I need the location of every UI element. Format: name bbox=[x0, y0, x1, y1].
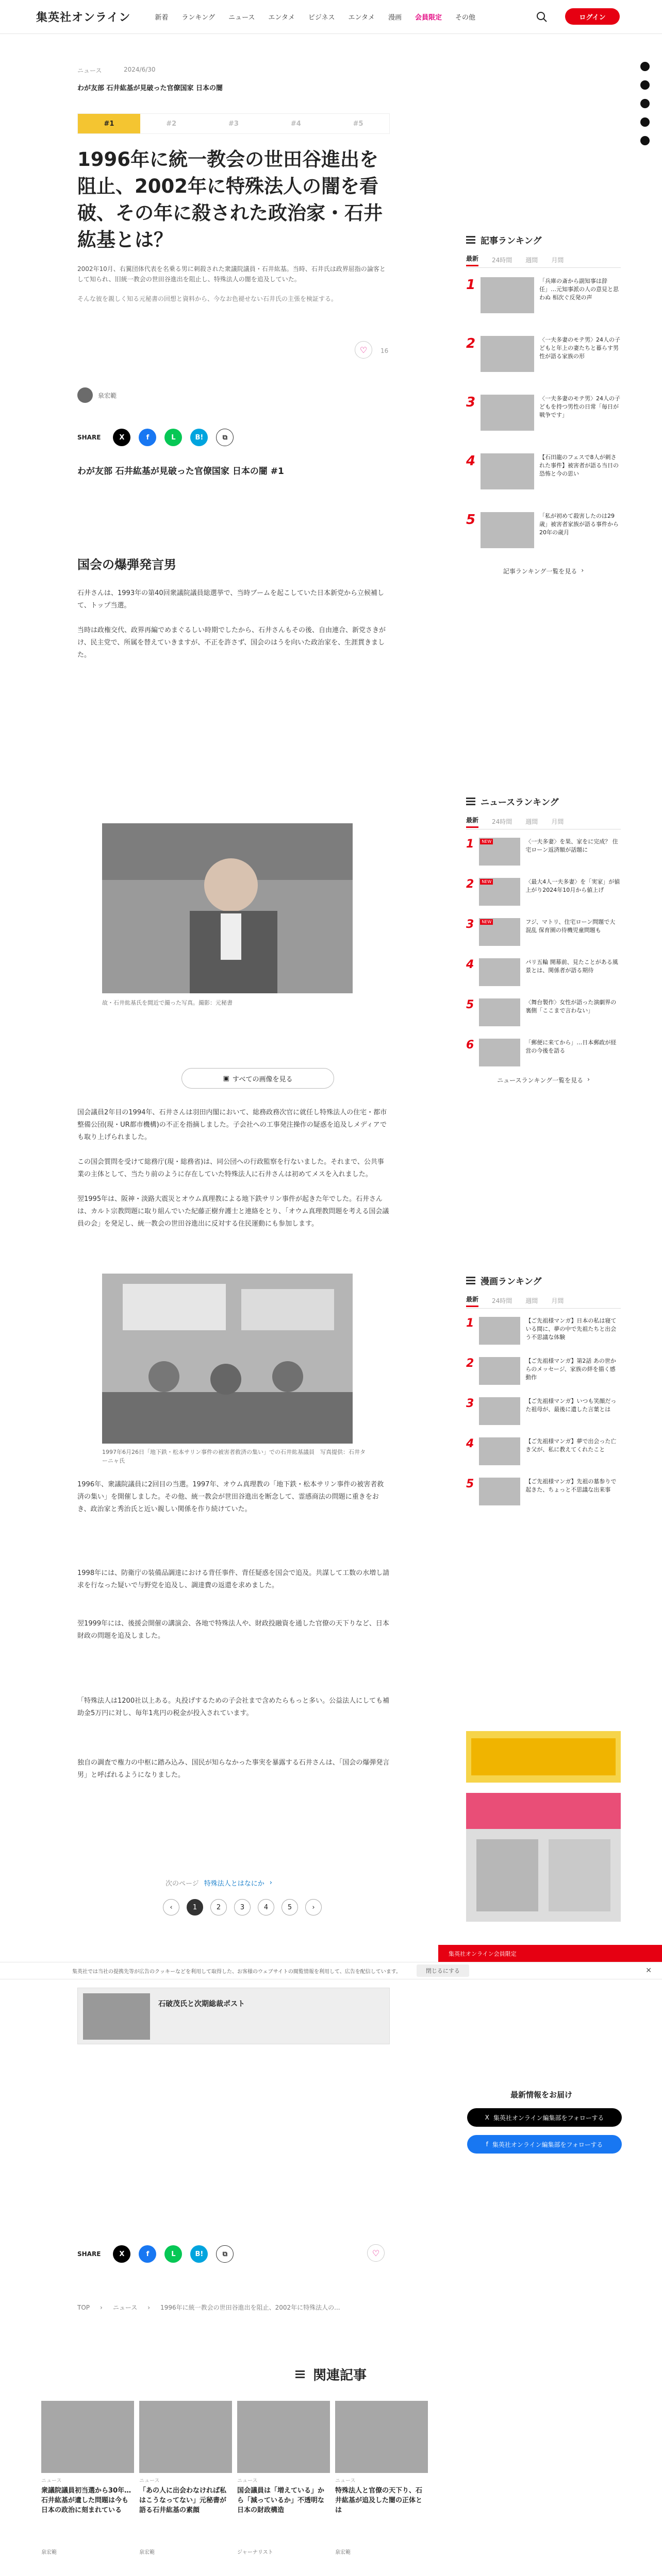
page-tabs bbox=[77, 113, 390, 134]
nav-item[interactable]: 漫画 bbox=[388, 14, 402, 22]
news-title: 「郵便に来てから」…日本郵政が経営の今後を語る bbox=[525, 1039, 617, 1054]
chevron-right-icon: › bbox=[581, 567, 584, 574]
rank-number: 6 bbox=[466, 1039, 474, 1052]
page-tab[interactable]: #2 bbox=[166, 120, 177, 128]
ranking-title: 「私が初めて殺害したのは29歳」被害者家族が語る事件から20年の歳月 bbox=[539, 513, 619, 536]
related-article[interactable] bbox=[237, 2401, 330, 2555]
breadcrumb-item[interactable]: ニュース bbox=[112, 2304, 138, 2311]
share-bar-bottom bbox=[77, 2245, 234, 2263]
share-label: SHARE bbox=[77, 434, 101, 441]
hatena-share-button[interactable]: B! bbox=[190, 2245, 208, 2263]
nav-item[interactable]: その他 bbox=[455, 14, 475, 22]
manga-item[interactable] bbox=[466, 1397, 621, 1429]
chevron-right-icon: › bbox=[269, 1879, 272, 1887]
line-share-icon[interactable] bbox=[640, 99, 650, 108]
ranking-tab[interactable]: 週間 bbox=[525, 1297, 538, 1304]
page-number[interactable]: 2 bbox=[210, 1899, 227, 1916]
nav-item[interactable]: エンタメ bbox=[348, 14, 375, 22]
ranking-title: 〈一夫多妻のモテ男〉24人の子どもと年上の妻たちと暮らす男性が語る家族の形 bbox=[539, 336, 620, 360]
article-lead: 2002年10月、右翼団体代表を名乗る男に刺殺された衆議院議員・石井紘基。当時、石井氏は政界屈指の論客として知られ、旧統一教会の世田谷進出を阻止し、特殊法人の闇を追及していた。 bbox=[77, 265, 386, 283]
ranking-more-label: 記事ランキング一覧を見る bbox=[503, 568, 577, 575]
news-tabs bbox=[466, 814, 621, 829]
news-thumbnail bbox=[479, 878, 520, 906]
facebook-icon: f bbox=[486, 2141, 488, 2148]
like-button-bottom[interactable]: ♡ bbox=[367, 2244, 385, 2262]
news-item[interactable] bbox=[466, 878, 621, 910]
news-heading bbox=[466, 793, 621, 809]
paragraph: この国会質問を受けて総務庁(現・総務省)は、同公団への行政監察を行ないました。それまで、公共事業の主体として、当たり前のように存在していた特殊法人に石井さんは初めてメスを入れました。 bbox=[77, 1158, 384, 1178]
floating-share bbox=[637, 62, 653, 145]
rank-number: 5 bbox=[466, 512, 476, 528]
paragraph: 1996年、衆議院議員に2回目の当選。1997年、オウム真理教の「地下鉄・松本サリン事件の被害者救済の集い」を開催しました。その他、統一教会が世田谷進出を断念して、霊感商法の問題に重きをおき、政治家と秀治氏と近い親しい関係を作り続けていた。 bbox=[77, 1481, 384, 1513]
x-icon: X bbox=[485, 2114, 489, 2121]
rank-number: 1 bbox=[466, 1317, 474, 1330]
publish-date: 2024/6/30 bbox=[124, 66, 156, 73]
paragraph: 「特殊法人は1200社以上ある。丸投げするための子会社まで含めたらもっと多い。公益法人にしても補助金5万円に対し、毎年1兆円の税金が投入されています。 bbox=[77, 1697, 390, 1717]
rank-number: 4 bbox=[466, 453, 476, 469]
paragraph: 翌1999年には、後援会開催の講演会、各地で特殊法人や、財政投融資を通した官僚の天下りなど、日本財政の問題を追及しました。 bbox=[77, 1620, 389, 1640]
ranking-item[interactable] bbox=[466, 395, 621, 444]
line-share-button[interactable]: L bbox=[164, 2245, 182, 2263]
ranking-thumbnail bbox=[481, 512, 534, 548]
image-icon: ▣ bbox=[223, 1074, 229, 1082]
paragraph: 1998年には、防衛庁の装備品調達における背任事件、背任疑惑を国会で追及。共謀して工数の水増し請求を行なった疑いで与野党を追及し、調達費の返還を求めました。 bbox=[77, 1569, 390, 1589]
view-all-label: すべての画像を見る bbox=[232, 1075, 293, 1083]
share-bar bbox=[77, 429, 234, 446]
related-thumbnail bbox=[237, 2401, 330, 2473]
cookie-text: 集英社では当社の提携先等が広告のクッキーなどを利用して取得した、お客様のウェブサイトの閲覧情報を利用して、広告を配信しています。 bbox=[72, 1969, 401, 1975]
news-thumbnail bbox=[479, 998, 520, 1026]
site-header bbox=[0, 0, 662, 34]
ranking-item[interactable] bbox=[466, 453, 621, 503]
nav-item[interactable]: エンタメ bbox=[268, 14, 295, 22]
ranking-item[interactable] bbox=[466, 336, 621, 385]
news-thumbnail bbox=[479, 1039, 520, 1066]
related-category: ニュース bbox=[335, 2478, 356, 2484]
news-item[interactable] bbox=[466, 958, 621, 990]
share-label: SHARE bbox=[77, 2250, 101, 2258]
related-article[interactable] bbox=[139, 2401, 232, 2555]
ranking-heading bbox=[466, 232, 621, 247]
related-article[interactable] bbox=[41, 2401, 134, 2555]
x-share-button[interactable]: X bbox=[113, 2245, 130, 2263]
facebook-share-icon[interactable] bbox=[640, 80, 650, 90]
manga-title: 【ご先祖様マンガ】いつも笑顔だった祖母が、最後に遺した言葉とは bbox=[525, 1398, 617, 1413]
next-page-title: 特殊法人とはなにか bbox=[204, 1880, 264, 1888]
ranking-title: 「兵庫の斎から副知事は辞任」…元知事派の人の意見と思わぬ 相次ぐ反発の声 bbox=[539, 278, 619, 301]
nav-item[interactable]: ビジネス bbox=[308, 14, 335, 22]
related-title: 「あの人に出会わなければ私はこうなってない」元秘書が語る石井紘基の素顔 bbox=[139, 2487, 227, 2514]
x-share-icon[interactable] bbox=[640, 62, 650, 71]
ranking-thumbnail bbox=[481, 453, 534, 489]
article-photo-1[interactable] bbox=[102, 823, 353, 993]
promo-text: 石破茂氏と次期総裁ポスト bbox=[158, 2000, 245, 2008]
like-count: 16 bbox=[380, 347, 389, 354]
ranking-list bbox=[466, 277, 621, 562]
related-grid-1 bbox=[41, 2401, 428, 2555]
rank-number: 3 bbox=[466, 395, 476, 410]
news-item[interactable] bbox=[466, 1039, 621, 1071]
news-thumbnail bbox=[479, 958, 520, 986]
manga-thumbnail bbox=[479, 1357, 520, 1385]
login-button[interactable]: ログイン bbox=[565, 8, 620, 25]
hatena-share-icon[interactable] bbox=[640, 117, 650, 127]
copy-link-button[interactable]: ⧉ bbox=[216, 429, 234, 446]
ad-banner-2[interactable] bbox=[466, 1793, 621, 1922]
news-title: パリ五輪 開幕前、見たことがある風景とは、関係者が語る期待 bbox=[525, 959, 618, 974]
next-page-button[interactable]: › bbox=[305, 1899, 322, 1916]
menu-icon bbox=[466, 1280, 475, 1281]
rank-number: 1 bbox=[466, 838, 474, 851]
ranking-tab[interactable]: 最新 bbox=[466, 816, 478, 828]
manga-item[interactable] bbox=[466, 1317, 621, 1349]
ranking-tab[interactable]: 24時間 bbox=[492, 257, 512, 264]
ranking-title: 【石田龍のフェスで8人が刺された事件】被害者が語る当日の恐怖と今の思い bbox=[539, 454, 619, 477]
related-thumbnail bbox=[335, 2401, 428, 2473]
follow-x-button[interactable] bbox=[467, 2108, 622, 2127]
page-number[interactable]: 5 bbox=[282, 1899, 298, 1916]
ranking-title: 〈一夫多妻のモテ男〉24人の子どもを持つ男性の日常「毎日が戦争です」 bbox=[539, 395, 620, 418]
news-more-label: ニュースランキング一覧を見る bbox=[497, 1077, 584, 1084]
ranking-tab[interactable]: 週間 bbox=[525, 818, 538, 825]
copy-link-icon[interactable] bbox=[640, 136, 650, 145]
news-more-link[interactable] bbox=[466, 1076, 621, 1084]
page-tab[interactable]: #5 bbox=[353, 120, 363, 128]
member-promo-bar[interactable]: 集英社オンライン会員限定 bbox=[438, 1945, 662, 1962]
next-page-label: 次のページ bbox=[166, 1880, 199, 1888]
page-tab[interactable]: #1 bbox=[78, 114, 140, 133]
rank-number: 5 bbox=[466, 1478, 474, 1490]
related-title: 衆議院議員初当選から30年… 石井紘基が遺した問題は今も日本の政治に刻まれている bbox=[41, 2487, 131, 2514]
breadcrumb-item[interactable]: TOP bbox=[77, 2303, 90, 2311]
ranking-tab[interactable]: 週間 bbox=[525, 257, 538, 264]
pagination bbox=[163, 1899, 322, 1916]
rank-number: 2 bbox=[466, 878, 474, 891]
manga-title: 【ご先祖様マンガ】夢で出会った亡き父が、私に教えてくれたこと bbox=[525, 1438, 617, 1453]
related-heading-text: 関連記事 bbox=[312, 2368, 367, 2383]
rank-number: 3 bbox=[466, 1397, 474, 1410]
related-author: 泉宏範 bbox=[41, 2550, 57, 2555]
manga-heading bbox=[466, 1273, 621, 1288]
photo-caption-2: 1997年6月26日「地下鉄・松本サリン事件の被害者救済の集い」での石井紘基議員 写真提供：石井ターニャ氏 bbox=[102, 1449, 366, 1464]
follow-x-label: 集英社オンライン編集部をフォローする bbox=[493, 2114, 604, 2122]
ranking-title: 記事ランキング bbox=[481, 235, 542, 246]
related-heading bbox=[0, 2365, 662, 2384]
related-author: 泉宏範 bbox=[139, 2550, 155, 2555]
ranking-tabs bbox=[466, 252, 621, 268]
related-author: ジャーナリスト bbox=[237, 2550, 273, 2555]
news-item[interactable] bbox=[466, 838, 621, 870]
ranking-tab[interactable]: 月間 bbox=[551, 257, 564, 264]
manga-thumbnail bbox=[479, 1317, 520, 1345]
news-ranking bbox=[466, 793, 621, 1084]
menu-icon bbox=[466, 801, 475, 802]
manga-list bbox=[466, 1317, 621, 1510]
series-label[interactable]: わが友部 石井紘基が見破った官僚国家 日本の闇 #1 bbox=[77, 466, 284, 477]
cookie-ok-button[interactable]: 閉じるにする bbox=[417, 1964, 469, 1977]
follow-facebook-button[interactable] bbox=[467, 2135, 622, 2154]
related-article[interactable] bbox=[335, 2401, 428, 2555]
ranking-item[interactable] bbox=[466, 512, 621, 562]
manga-thumbnail bbox=[479, 1397, 520, 1425]
next-page-link[interactable] bbox=[166, 1878, 272, 1888]
news-list bbox=[466, 838, 621, 1071]
manga-thumbnail bbox=[479, 1478, 520, 1505]
author-name: 泉宏範 bbox=[98, 392, 117, 399]
news-item[interactable] bbox=[466, 918, 621, 950]
chevron-right-icon: › bbox=[147, 2303, 151, 2311]
related-thumbnail bbox=[139, 2401, 232, 2473]
ranking-tab[interactable]: 24時間 bbox=[492, 818, 512, 825]
news-title: 〈一夫多妻〉を果、家をに完成？ 住宅ローン返済額が話題に bbox=[525, 838, 618, 853]
news-item[interactable] bbox=[466, 998, 621, 1030]
view-all-images-button[interactable] bbox=[181, 1068, 334, 1089]
manga-ranking bbox=[466, 1273, 621, 1510]
new-badge: NEW bbox=[480, 879, 493, 885]
news-thumbnail bbox=[479, 918, 520, 946]
related-category: ニュース bbox=[237, 2478, 258, 2484]
paragraph: 国会議員2年目の1994年、石井さんは羽田内閣において、総務政務次官に就任し特殊法人の住宅・都市整備公団(現・UR都市機構)の不正を指摘しました。子会社への工事発注操作の疑惑を追及しメディアでも取り上げられました。 bbox=[77, 1109, 387, 1141]
related-title: 特殊法人と官僚の天下り、石井紘基が追及した闇の正体とは bbox=[335, 2487, 423, 2514]
author[interactable] bbox=[77, 387, 117, 403]
article-ranking bbox=[466, 232, 621, 575]
nav-item[interactable]: ランキング bbox=[181, 14, 215, 22]
manga-title: 漫画ランキング bbox=[481, 1276, 542, 1287]
ranking-tab[interactable]: 24時間 bbox=[492, 1297, 512, 1304]
ad-banner-1[interactable] bbox=[466, 1731, 621, 1783]
news-thumbnail bbox=[479, 838, 520, 866]
facebook-share-button[interactable]: f bbox=[139, 2245, 156, 2263]
related-category: ニュース bbox=[139, 2478, 160, 2484]
menu-icon bbox=[466, 239, 475, 241]
line-share-button[interactable]: L bbox=[164, 429, 182, 446]
series-title[interactable]: わが友部 石井紘基が見破った官僚国家 日本の闇 bbox=[77, 84, 223, 92]
promo-card[interactable] bbox=[77, 1988, 390, 2044]
avatar bbox=[77, 387, 93, 403]
manga-thumbnail bbox=[479, 1437, 520, 1465]
promo-image bbox=[83, 1993, 150, 2040]
breadcrumb-item[interactable]: 1996年に統一教会の世田谷進出を阻止、2002年に特殊法人の... bbox=[160, 2304, 340, 2311]
news-title: フジ、マトリ、住宅ローン問題で大混乱 保育園の待機児童問題も bbox=[525, 919, 616, 934]
manga-item[interactable] bbox=[466, 1357, 621, 1389]
ranking-tab[interactable]: 月間 bbox=[551, 818, 564, 825]
news-title: ニュースランキング bbox=[481, 797, 559, 808]
article-title: 1996年に統一教会の世田谷進出を阻止、2002年に特殊法人の闇を看破、その年に殺された政治家・石井紘基とは？ bbox=[77, 148, 383, 251]
close-icon[interactable]: ✕ bbox=[646, 1967, 652, 1975]
chevron-right-icon: › bbox=[100, 2303, 103, 2311]
x-share-button[interactable]: X bbox=[113, 429, 130, 446]
rank-number: 3 bbox=[466, 918, 474, 931]
nav-item[interactable]: 新着 bbox=[155, 14, 169, 22]
rank-number: 4 bbox=[466, 1437, 474, 1450]
section-heading: 国会の爆弾発言男 bbox=[77, 557, 176, 572]
manga-title: 【ご先祖様マンガ】日本の私は寝ている間に、夢の中で先祖たちと出会う不思議な体験 bbox=[525, 1317, 617, 1341]
site-logo[interactable]: 集英社オンライン bbox=[36, 11, 131, 24]
global-nav bbox=[148, 12, 482, 22]
ranking-thumbnail bbox=[481, 395, 534, 431]
nav-item[interactable]: ニュース bbox=[228, 14, 255, 22]
manga-item[interactable] bbox=[466, 1478, 621, 1510]
article-photo-2[interactable] bbox=[102, 1274, 353, 1444]
ranking-more-link[interactable] bbox=[466, 567, 621, 575]
paragraph: 独自の調査で権力の中枢に踏み込み、国民が知らなかった事実を暴露する石井さんは、「国会の爆弾発言男」と呼ばれるようになりました。 bbox=[77, 1759, 390, 1779]
page-number[interactable]: 4 bbox=[258, 1899, 274, 1916]
ranking-thumbnail bbox=[481, 336, 534, 372]
new-badge: NEW bbox=[480, 839, 493, 844]
ranking-tab[interactable]: 最新 bbox=[466, 254, 478, 266]
facebook-share-button[interactable]: f bbox=[139, 429, 156, 446]
footer-breadcrumb bbox=[77, 2303, 340, 2312]
news-title: 〈舞台製作〉女性が語った演劇界の裏側「ここまで言わない」 bbox=[525, 999, 617, 1014]
ranking-tab[interactable]: 最新 bbox=[466, 1295, 478, 1307]
manga-tabs bbox=[466, 1293, 621, 1309]
chevron-right-icon: › bbox=[587, 1076, 590, 1083]
copy-link-button[interactable]: ⧉ bbox=[216, 2245, 234, 2263]
cookie-notice bbox=[0, 1962, 662, 1979]
news-title: 〈最大4人一夫多妻〉を「実家」が値上がり2024年10月から値上げ bbox=[525, 878, 620, 893]
manga-title: 【ご先祖様マンガ】第2話 あの世からのメッセージ、家族の絆を描く感動作 bbox=[525, 1358, 616, 1381]
rank-number: 4 bbox=[466, 958, 474, 971]
paragraph: 石井さんは、1993年の第40回衆議院議員総選挙で、当時ブームを起こしていた日本新党から立候補して、トップ当選。 bbox=[77, 589, 384, 609]
new-badge: NEW bbox=[480, 919, 493, 925]
breadcrumb[interactable]: ニュース bbox=[77, 67, 102, 74]
ranking-item[interactable] bbox=[466, 277, 621, 327]
related-title: 国会議員は「増えている」から「減っているか」不透明な日本の財政構造 bbox=[237, 2487, 325, 2514]
related-thumbnail bbox=[41, 2401, 134, 2473]
rank-number: 2 bbox=[466, 1357, 474, 1370]
rank-number: 5 bbox=[466, 998, 474, 1011]
related-category: ニュース bbox=[41, 2478, 62, 2484]
manga-item[interactable] bbox=[466, 1437, 621, 1469]
ranking-tab[interactable]: 月間 bbox=[551, 1297, 564, 1304]
related-author: 泉宏範 bbox=[335, 2550, 351, 2555]
paragraph: 翌1995年は、阪神・淡路大震災とオウム真理教による地下鉄サリン事件が起きた年でした。石井さんは、カルト宗教問題に取り組んでいた紀藤正樹弁護士と連絡をとり、「オウム真理教問題を考える国会議員の会」を発足し、統一教会の世田谷進出に反対する住民運動にも参加します。 bbox=[77, 1195, 389, 1228]
manga-title: 【ご先祖様マンガ】先祖の墓参りで起きた、ちょっと不思議な出来事 bbox=[525, 1478, 617, 1493]
ranking-thumbnail bbox=[481, 277, 534, 313]
paragraph: 当時は政権交代、政界再編でめまぐるしい時期でしたから、石井さんもその後、自由連合、新党さきがけ、民主党で、所属を替えていきますが、不正を許さず、国会のはうを向いた政治家を、生涯貫きました。 bbox=[77, 626, 386, 659]
page-tab[interactable]: #4 bbox=[290, 120, 301, 128]
search-icon[interactable] bbox=[534, 9, 550, 25]
page-number[interactable]: 1 bbox=[187, 1899, 203, 1916]
page-tab[interactable]: #3 bbox=[228, 120, 239, 128]
article-lead-2: そんな彼を親しく知る元秘書の回想と資料から、今なお色褪せない石井氏の主張を検証する。 bbox=[77, 295, 338, 302]
subscribe-title: 最新情報をお届け bbox=[510, 2090, 573, 2099]
rank-number: 2 bbox=[466, 336, 476, 351]
rank-number: 1 bbox=[466, 277, 476, 293]
page-number[interactable]: 3 bbox=[234, 1899, 251, 1916]
hatena-share-button[interactable]: B! bbox=[190, 429, 208, 446]
follow-fb-label: 集英社オンライン編集部をフォローする bbox=[492, 2141, 603, 2148]
nav-item[interactable]: 会員限定 bbox=[415, 14, 442, 22]
menu-icon bbox=[295, 2374, 305, 2375]
like-button[interactable]: ♡ bbox=[355, 341, 372, 359]
prev-page-button[interactable]: ‹ bbox=[163, 1899, 179, 1916]
photo-caption-1: 故・石井紘基氏を間近で撮った写真。撮影：元秘書 bbox=[102, 999, 233, 1006]
